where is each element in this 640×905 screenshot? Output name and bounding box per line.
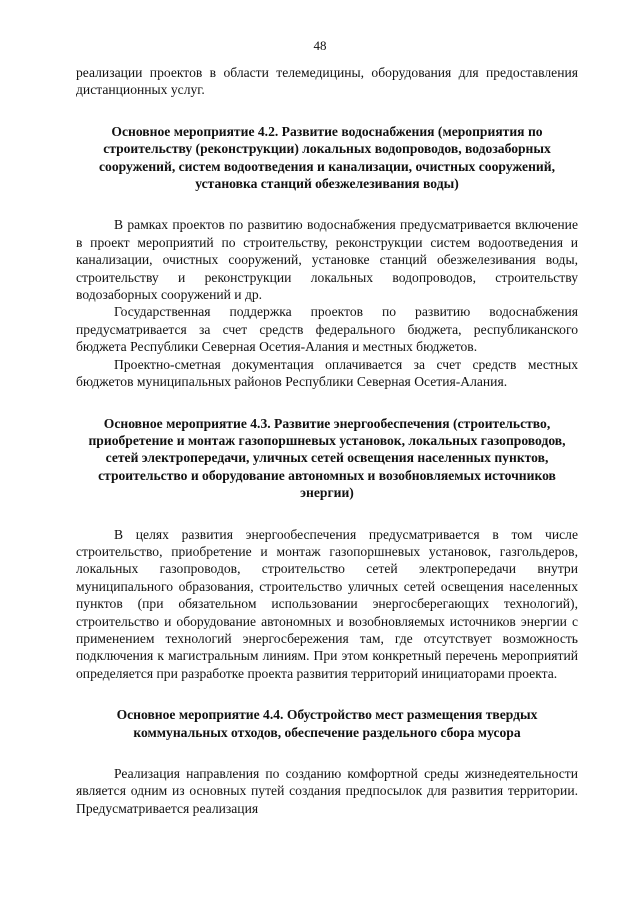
page-number: 48 bbox=[313, 38, 327, 53]
paragraph-water-supply-projects: В рамках проектов по развитию водоснабжения предусматривается включение в проект мероприятий по строительству, реконструкции систем водоотведения и канализации, очистных сооружений, установке станций обезжелезивания воды, строительству и реконструкции локальных водопроводов, строительству водозаборных сооружений и др. bbox=[76, 217, 578, 303]
paragraph-continuation: реализации проектов в области телемедицины, оборудования для предоставления дистанционных услуг. bbox=[76, 65, 578, 98]
heading-measure-4-3: Основное мероприятие 4.3. Развитие энергообеспечения (строительство, приобретение и монтаж газопоршневых установок, локальных газопроводов, сетей электропередачи, уличных сетей освещения населенных пунктов, строительство и оборудование автономных и возобновляемых источников энергии) bbox=[88, 415, 566, 501]
heading-measure-4-4: Основное мероприятие 4.4. Обустройство мест размещения твердых коммунальных отходов, обеспечение раздельного сбора мусора bbox=[116, 707, 538, 740]
heading-measure-4-2: Основное мероприятие 4.2. Развитие водоснабжения (мероприятия по строительству (реконструкции) локальных водопроводов, водозаборных сооружений, систем водоотведения и канализации, очистных сооружений, установка станций обезжелезивания воды) bbox=[99, 123, 555, 192]
paragraph-design-documentation: Проектно-сметная документация оплачивается за счет средств местных бюджетов муниципальных районов Республики Северная Осетия-Алания. bbox=[76, 356, 578, 390]
paragraph-state-support: Государственная поддержка проектов по развитию водоснабжения предусматривается за счет средств федерального бюджета, республиканского бюджета Республики Северная Осетия-Алания и местных бюджетов. bbox=[76, 304, 578, 355]
document-body bbox=[76, 64, 578, 817]
paragraph-energy-supply: В целях развития энергообеспечения предусматривается в том числе строительство, приобретение и монтаж газопоршневых установок, газгольдеров, локальных газопроводов, строительство сетей электропередачи внутри муниципального образования, строительство уличных сетей освещения населенных пунктов (при обязательном использовании энергосберегающих технологий), строительство и оборудование автономных и возобновляемых источников энергии с применением технологий энергосбережения там, где отсутствует возможность подключения к магистральным линиям. При этом конкретный перечень мероприятий определяется при разработке проекта развития территорий инициаторами проекта. bbox=[76, 526, 578, 681]
paragraph-comfortable-environment: Реализация направления по созданию комфортной среды жизнедеятельности является одним из основных путей создания предпосылок для развития территории. Предусматривается реализация bbox=[76, 766, 578, 816]
